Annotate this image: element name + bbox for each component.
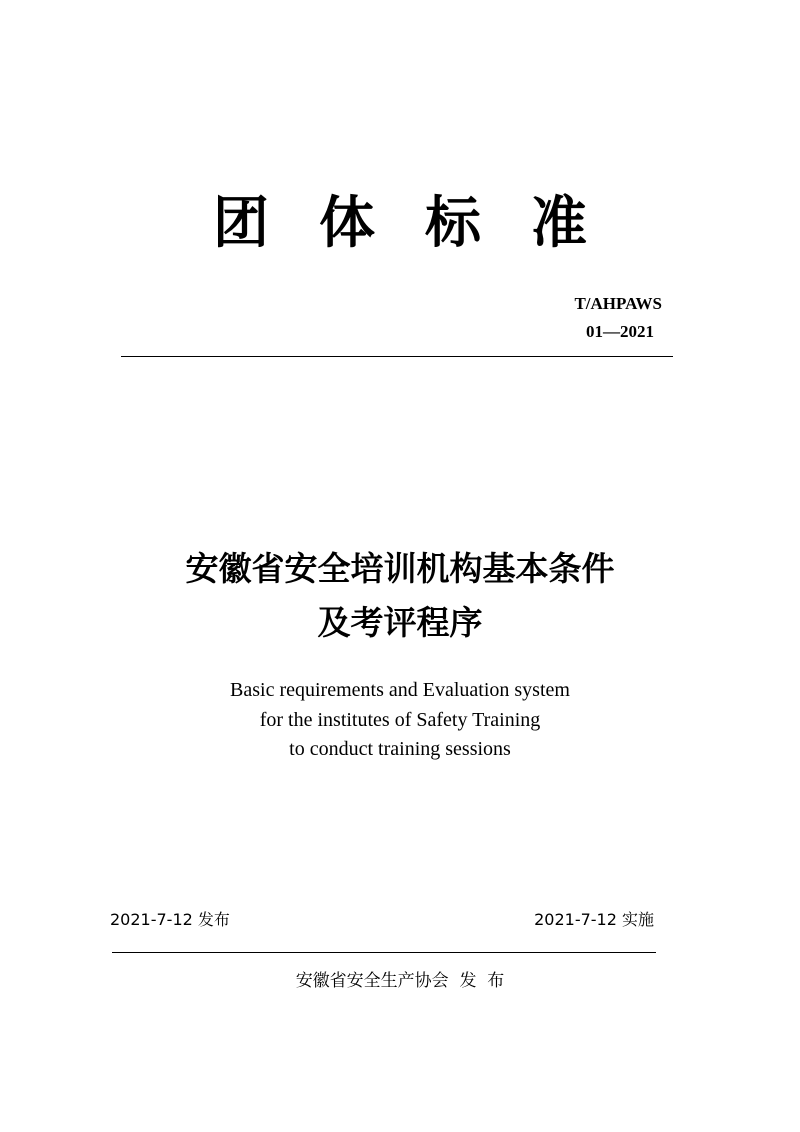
footer-divider (112, 952, 656, 953)
document-title-cn-line1: 安徽省安全培训机构基本条件 (185, 549, 615, 588)
standard-code-prefix: T/AHPAWS (574, 294, 662, 313)
standard-type-heading: 团体标准 (213, 191, 637, 256)
document-title-en-line2: for the institutes of Safety Training (259, 709, 541, 731)
document-title-en-line3: to conduct training sessions (289, 738, 511, 760)
standard-code-number: 01—2021 (586, 322, 654, 341)
header-divider (121, 356, 673, 357)
implementation-date: 2021-7-12 实施 (534, 910, 654, 929)
issuing-organization: 安徽省安全生产协会 发 布 (295, 971, 505, 991)
document-title-en-line1: Basic requirements and Evaluation system (230, 679, 570, 701)
document-title-cn-line2: 及考评程序 (317, 603, 483, 642)
issue-date: 2021-7-12 发布 (110, 910, 230, 929)
